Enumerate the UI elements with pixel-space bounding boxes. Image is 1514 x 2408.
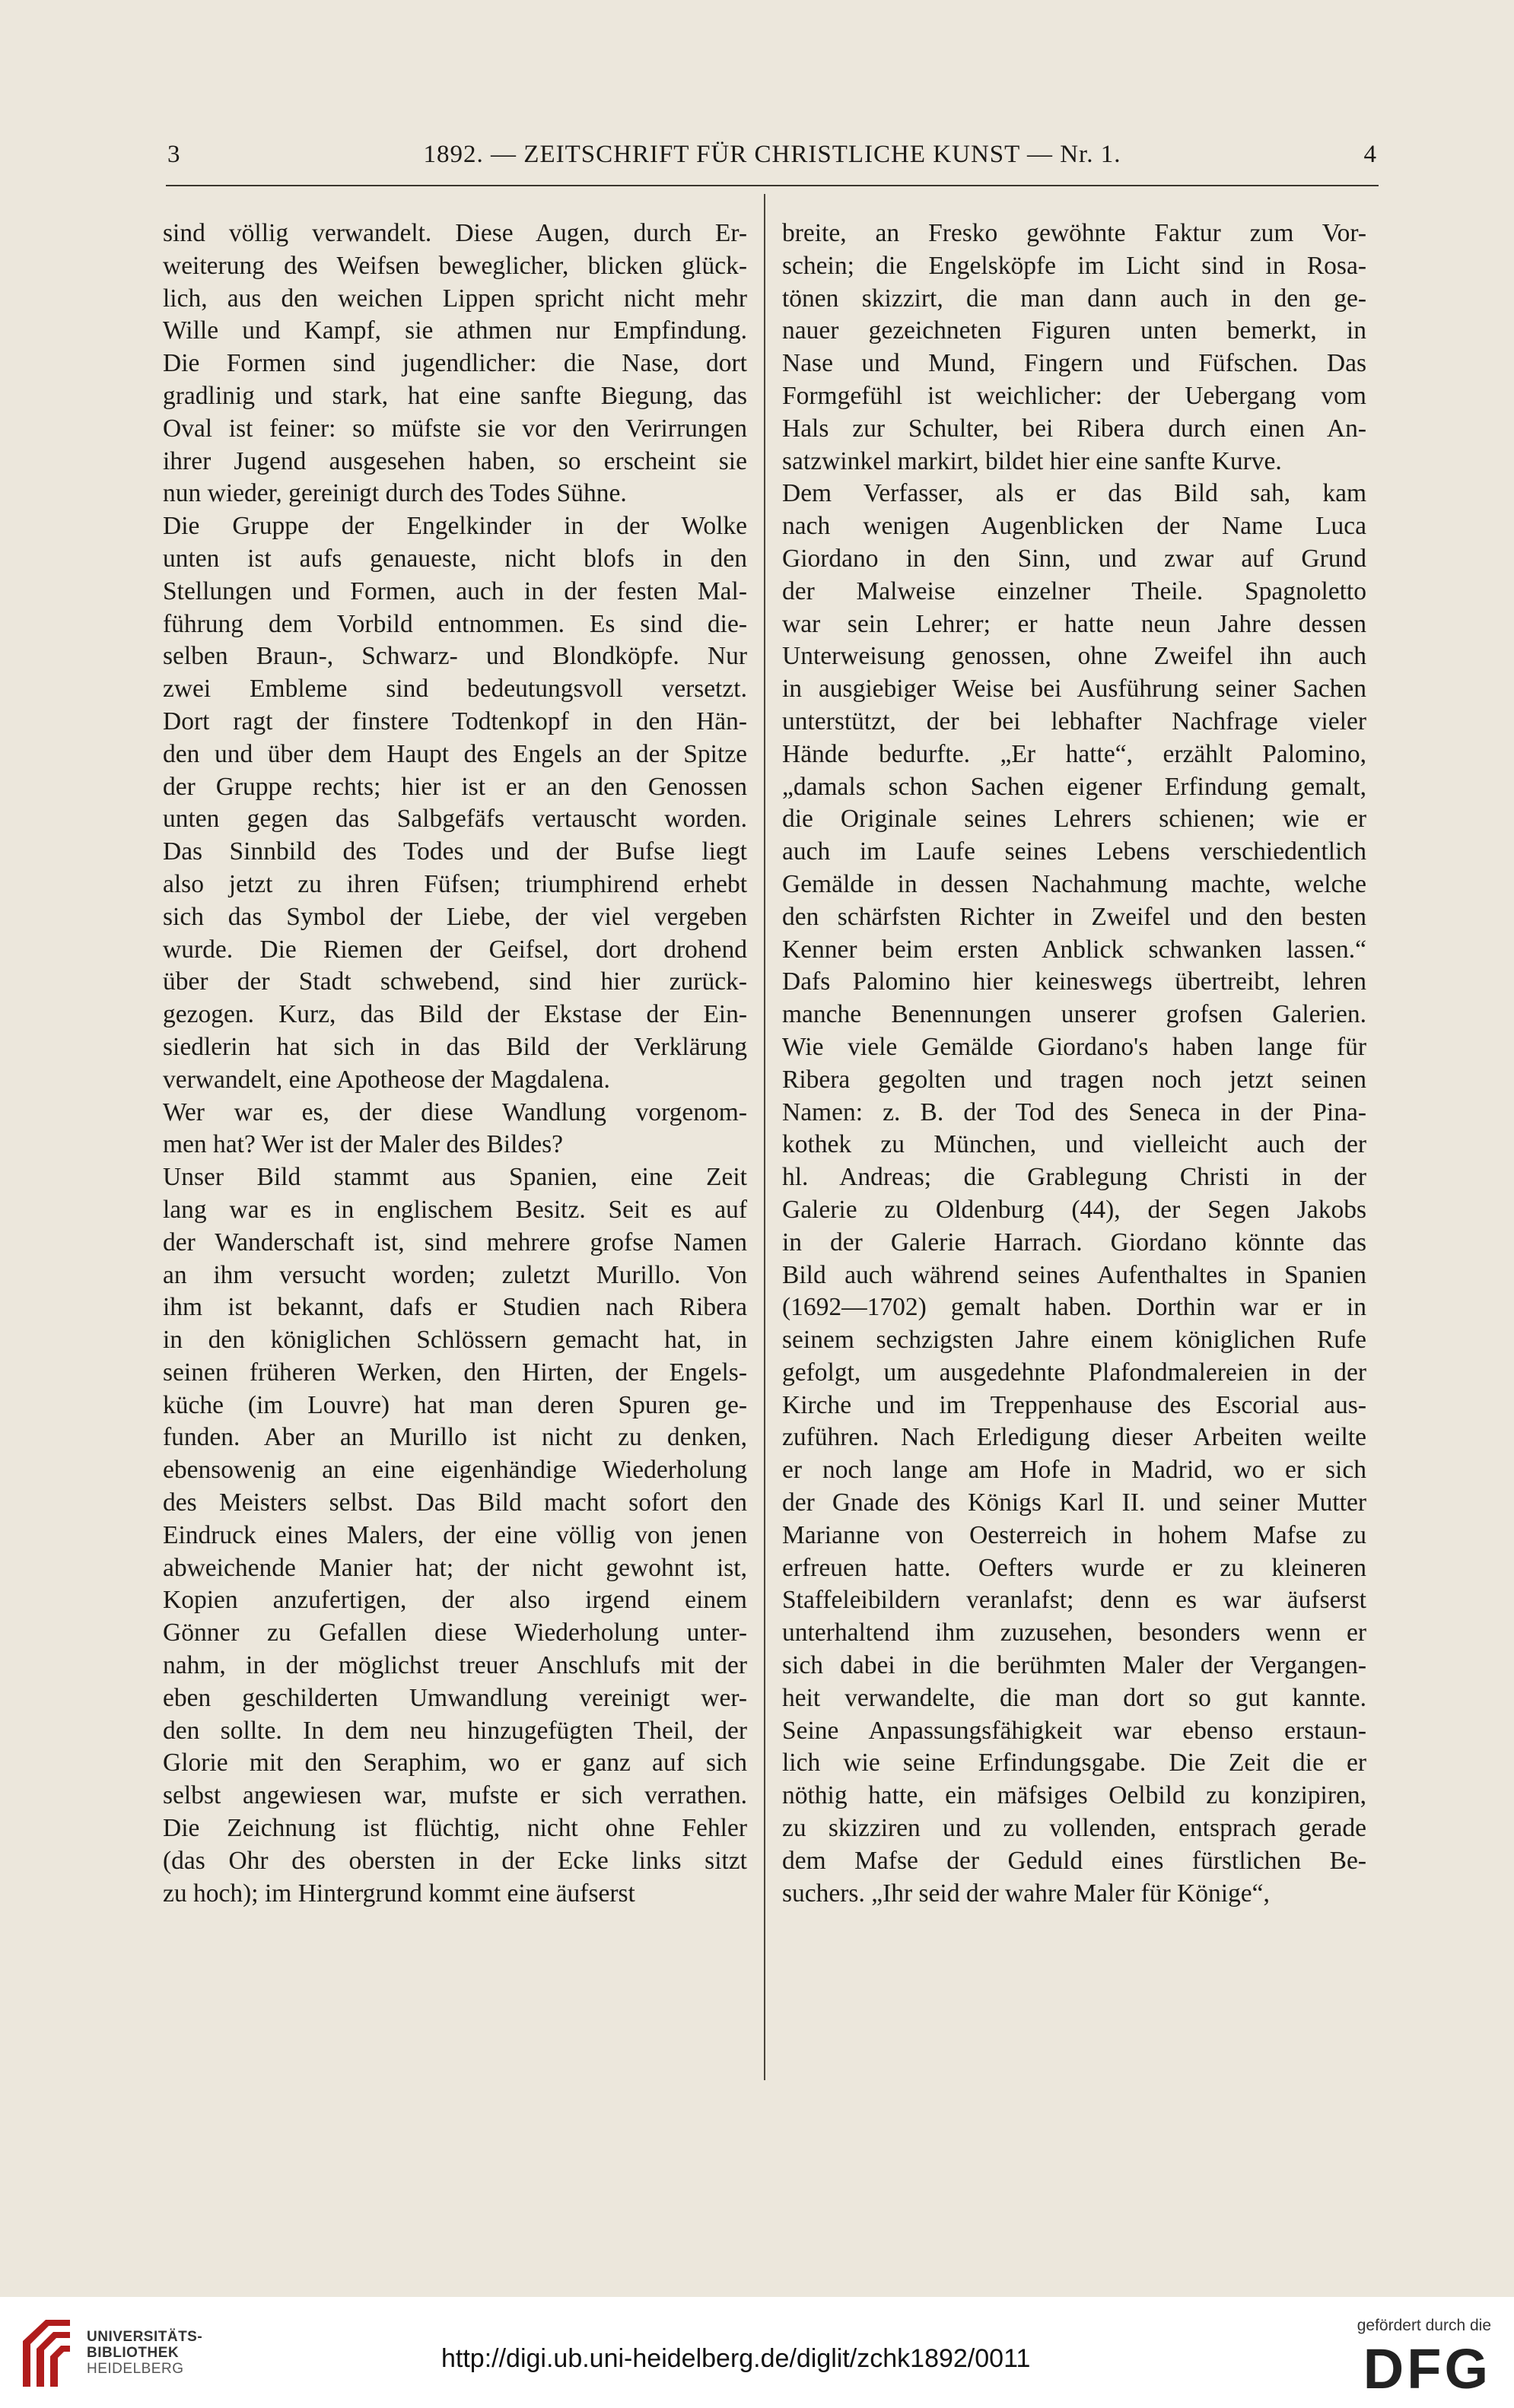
text-line: in ausgiebiger Weise bei Ausführung seiner Sachen bbox=[782, 675, 1366, 704]
text-line: nach wenigen Augenblicken der Name Luca bbox=[782, 512, 1366, 541]
text-line: Wille und Kampf, sie athmen nur Empfindung. bbox=[163, 316, 747, 345]
running-header bbox=[167, 141, 1377, 177]
text-line: Kopien anzufertigen, der also irgend einem bbox=[163, 1586, 747, 1615]
text-line: selbst angewiesen war, mufste er sich verrathen. bbox=[163, 1781, 747, 1810]
text-line: sich dabei in die berühmten Maler der Vergangen- bbox=[782, 1651, 1366, 1680]
text-line: zuführen. Nach Erledigung dieser Arbeiten weilte bbox=[782, 1423, 1366, 1452]
text-line: unten ist aufs genaueste, nicht blofs in den bbox=[163, 544, 747, 573]
text-line: Unser Bild stammt aus Spanien, eine Zeit bbox=[163, 1163, 747, 1192]
text-line: war sein Lehrer; er hatte neun Jahre dessen bbox=[782, 609, 1366, 638]
text-line: über der Stadt schwebend, sind hier zurück- bbox=[163, 967, 747, 996]
text-line: unterhaltend ihm zuzusehen, besonders wenn er bbox=[782, 1619, 1366, 1647]
text-line: zu hoch); im Hintergrund kommt eine äufserst bbox=[163, 1879, 635, 1908]
text-line: breite, an Fresko gewöhnte Faktur zum Vor- bbox=[782, 219, 1366, 247]
text-line: suchers. „Ihr seid der wahre Maler für Könige“, bbox=[782, 1879, 1270, 1908]
text-line: Unterweisung genossen, ohne Zweifel ihn auch bbox=[782, 642, 1366, 671]
text-column-right bbox=[782, 218, 1366, 1910]
text-line: Kirche und im Treppenhause des Escorial aus- bbox=[782, 1390, 1366, 1419]
text-line: hl. Andreas; die Grablegung Christi in der bbox=[782, 1163, 1366, 1192]
text-line: verwandelt, eine Apotheose der Magdalena. bbox=[163, 1065, 610, 1094]
running-title: 1892. — ZEITSCHRIFT FÜR CHRISTLICHE KUNST — Nr. 1. bbox=[423, 141, 1121, 168]
text-line: Die Zeichnung ist flüchtig, nicht ohne Fehler bbox=[163, 1814, 747, 1843]
text-line: Hals zur Schulter, bei Ribera durch einen An- bbox=[782, 414, 1366, 443]
text-line: siedlerin hat sich in das Bild der Verklärung bbox=[163, 1032, 747, 1061]
text-line: unterstützt, der bei lebhafter Nachfrage vieler bbox=[782, 707, 1366, 735]
text-line: Ribera gegolten und tragen noch jetzt seinen bbox=[782, 1065, 1366, 1094]
text-line: auch im Laufe seines Lebens verschiedentlich bbox=[782, 837, 1366, 866]
text-line: der Gnade des Königs Karl II. und seiner Mutter bbox=[782, 1488, 1366, 1517]
text-line: unten gegen das Salbgefäfs vertauscht worden. bbox=[163, 805, 747, 834]
text-line: führung dem Vorbild entnommen. Es sind die- bbox=[163, 609, 747, 638]
text-line: (1692—1702) gemalt haben. Dorthin war er in bbox=[782, 1293, 1366, 1322]
text-line: der Gruppe rechts; hier ist er an den Genossen bbox=[163, 772, 747, 801]
library-name-line1: UNIVERSITÄTS- bbox=[87, 2329, 203, 2345]
text-line: satzwinkel markirt, bildet hier eine sanfte Kurve. bbox=[782, 446, 1282, 475]
text-line: Dafs Palomino hier keineswegs übertreibt, lehren bbox=[782, 967, 1366, 996]
text-line: Die Gruppe der Engelkinder in der Wolke bbox=[163, 512, 747, 541]
text-line: Giordano in den Sinn, und zwar auf Grund bbox=[782, 544, 1366, 573]
text-line: erfreuen hatte. Oefters wurde er zu kleineren bbox=[782, 1553, 1366, 1582]
text-line: lang war es in englischem Besitz. Seit es auf bbox=[163, 1195, 747, 1224]
text-line: sind völlig verwandelt. Diese Augen, durch Er- bbox=[163, 219, 747, 247]
text-line: weiterung des Weifsen beweglicher, blicken glück- bbox=[163, 251, 747, 280]
text-line: Gemälde in dessen Nachahmung machte, welche bbox=[782, 869, 1366, 898]
page-number-left: 3 bbox=[167, 141, 181, 168]
text-line: tönen skizzirt, die man dann auch in den ge- bbox=[782, 284, 1366, 313]
text-line: Wie viele Gemälde Giordano's haben lange für bbox=[782, 1032, 1366, 1061]
text-line: ebensowenig an eine eigenhändige Wiederholung bbox=[163, 1456, 747, 1485]
text-line: heit verwandelte, die man dort so gut kannte. bbox=[782, 1683, 1366, 1712]
text-line: Gönner zu Gefallen diese Wiederholung unter- bbox=[163, 1619, 747, 1647]
text-line: Eindruck eines Malers, der eine völlig von jenen bbox=[163, 1520, 747, 1549]
text-line: zu skizziren und zu vollenden, entsprach gerade bbox=[782, 1814, 1366, 1843]
text-line: Namen: z. B. der Tod des Seneca in der Pina- bbox=[782, 1098, 1366, 1126]
text-line: ihm ist bekannt, dafs er Studien nach Ribera bbox=[163, 1293, 747, 1322]
text-line: eben geschilderten Umwandlung vereinigt wer- bbox=[163, 1683, 747, 1712]
text-line: Das Sinnbild des Todes und der Bufse liegt bbox=[163, 837, 747, 866]
text-line: selben Braun-, Schwarz- und Blondköpfe. Nur bbox=[163, 642, 747, 671]
text-line: abweichende Manier hat; der nicht gewohnt ist, bbox=[163, 1553, 747, 1582]
text-line: er noch lange am Hofe in Madrid, wo er sich bbox=[782, 1456, 1366, 1485]
text-line: Oval ist feiner: so müfste sie vor den Verirrungen bbox=[163, 414, 747, 443]
text-line: Staffeleibildern veranlafst; denn es war äufserst bbox=[782, 1586, 1366, 1615]
text-line: gezogen. Kurz, das Bild der Ekstase der Ein- bbox=[163, 1000, 747, 1029]
text-line: Bild auch während seines Aufenthaltes in Spanien bbox=[782, 1260, 1366, 1289]
text-line: (das Ohr des obersten in der Ecke links sitzt bbox=[163, 1846, 747, 1875]
text-line: Seine Anpassungsfähigkeit war ebenso erstaun- bbox=[782, 1716, 1366, 1745]
text-line: lich wie seine Erfindungsgabe. Die Zeit die er bbox=[782, 1749, 1366, 1777]
text-line: küche (im Louvre) hat man deren Spuren ge- bbox=[163, 1390, 747, 1419]
text-line: Dort ragt der finstere Todtenkopf in den Hän- bbox=[163, 707, 747, 735]
text-line: men hat? Wer ist der Maler des Bildes? bbox=[163, 1130, 564, 1159]
permalink-url[interactable]: http://digi.ub.uni-heidelberg.de/diglit/zchk1892/0011 bbox=[441, 2344, 1031, 2373]
text-line: den und über dem Haupt des Engels an der Spitze bbox=[163, 739, 747, 768]
library-name-line3: HEIDELBERG bbox=[87, 2361, 184, 2377]
text-line: Dem Verfasser, als er das Bild sah, kam bbox=[782, 479, 1366, 508]
library-name-line2: BIBLIOTHEK bbox=[87, 2345, 180, 2361]
text-line: in der Galerie Harrach. Giordano könnte das bbox=[782, 1228, 1366, 1256]
text-line: lich, aus den weichen Lippen spricht nicht mehr bbox=[163, 284, 747, 313]
text-line: Wer war es, der diese Wandlung vorgenom- bbox=[163, 1098, 747, 1126]
text-line: Galerie zu Oldenburg (44), der Segen Jakobs bbox=[782, 1195, 1366, 1224]
text-line: der Malweise einzelner Theile. Spagnoletto bbox=[782, 577, 1366, 605]
text-line: den sollte. In dem neu hinzugefügten Theil, der bbox=[163, 1716, 747, 1745]
text-line: an ihm versucht worden; zuletzt Murillo. Von bbox=[163, 1260, 747, 1289]
dfg-logo: DFG bbox=[1363, 2337, 1491, 2400]
text-line: Stellungen und Formen, auch in der festen Mal- bbox=[163, 577, 747, 605]
text-line: kothek zu München, und vielleicht auch der bbox=[782, 1130, 1366, 1159]
column-divider bbox=[764, 194, 765, 2080]
text-line: zwei Embleme sind bedeutungsvoll versetzt. bbox=[163, 675, 747, 704]
text-line: funden. Aber an Murillo ist nicht zu denken, bbox=[163, 1423, 747, 1452]
text-line: nauer gezeichneten Figuren unten bemerkt, in bbox=[782, 316, 1366, 345]
text-line: ihrer Jugend ausgesehen haben, so erscheint sie bbox=[163, 446, 747, 475]
text-line: Formgefühl ist weichlicher: der Uebergang vom bbox=[782, 381, 1366, 410]
text-line: Nase und Mund, Fingern und Füfschen. Das bbox=[782, 349, 1366, 378]
text-line: wurde. Die Riemen der Geifsel, dort drohend bbox=[163, 935, 747, 964]
text-line: nöthig hatte, ein mäfsiges Oelbild zu konzipiren, bbox=[782, 1781, 1366, 1810]
text-line: in den königlichen Schlössern gemacht hat, in bbox=[163, 1326, 747, 1355]
text-line: gradlinig und stark, hat eine sanfte Biegung, das bbox=[163, 381, 747, 410]
text-line: seinen früheren Werken, den Hirten, der Engels- bbox=[163, 1358, 747, 1387]
text-line: manche Benennungen unserer grofsen Galerien. bbox=[782, 1000, 1366, 1029]
text-line: dem Mafse der Geduld eines fürstlichen Be- bbox=[782, 1846, 1366, 1875]
header-rule bbox=[166, 185, 1379, 186]
text-line: also jetzt zu ihren Füfsen; triumphirend erhebt bbox=[163, 869, 747, 898]
text-line: nun wieder, gereinigt durch des Todes Sühne. bbox=[163, 479, 627, 508]
text-line: Die Formen sind jugendlicher: die Nase, dort bbox=[163, 349, 747, 378]
text-line: der Wanderschaft ist, sind mehrere grofse Namen bbox=[163, 1228, 747, 1256]
text-line: seinem sechzigsten Jahre einem königlichen Rufe bbox=[782, 1326, 1366, 1355]
text-line: Glorie mit den Seraphim, wo er ganz auf sich bbox=[163, 1749, 747, 1777]
library-name bbox=[87, 2329, 202, 2377]
text-line: „damals schon Sachen eigener Erfindung gemalt, bbox=[782, 772, 1366, 801]
text-line: die Originale seines Lehrers schienen; wie er bbox=[782, 805, 1366, 834]
text-line: Kenner beim ersten Anblick schwanken lassen.“ bbox=[782, 935, 1366, 964]
text-line: Hände bedurfte. „Er hatte“, erzählt Palomino, bbox=[782, 739, 1366, 768]
page-number-right: 4 bbox=[1363, 141, 1377, 168]
text-line: des Meisters selbst. Das Bild macht sofort den bbox=[163, 1488, 747, 1517]
text-line: Marianne von Oesterreich in hohem Mafse zu bbox=[782, 1520, 1366, 1549]
funding-note: gefördert durch die bbox=[1357, 2317, 1491, 2334]
text-line: nahm, in der möglichst treuer Anschlufs mit der bbox=[163, 1651, 747, 1680]
text-line: gefolgt, um ausgedehnte Plafondmalereien in der bbox=[782, 1358, 1366, 1387]
text-line: schein; die Engelsköpfe im Licht sind in Rosa- bbox=[782, 251, 1366, 280]
text-line: sich das Symbol der Liebe, der viel vergeben bbox=[163, 902, 747, 931]
library-logo-icon bbox=[15, 2311, 79, 2393]
text-line: den schärfsten Richter in Zweifel und den besten bbox=[782, 902, 1366, 931]
text-column-left bbox=[163, 218, 747, 1910]
